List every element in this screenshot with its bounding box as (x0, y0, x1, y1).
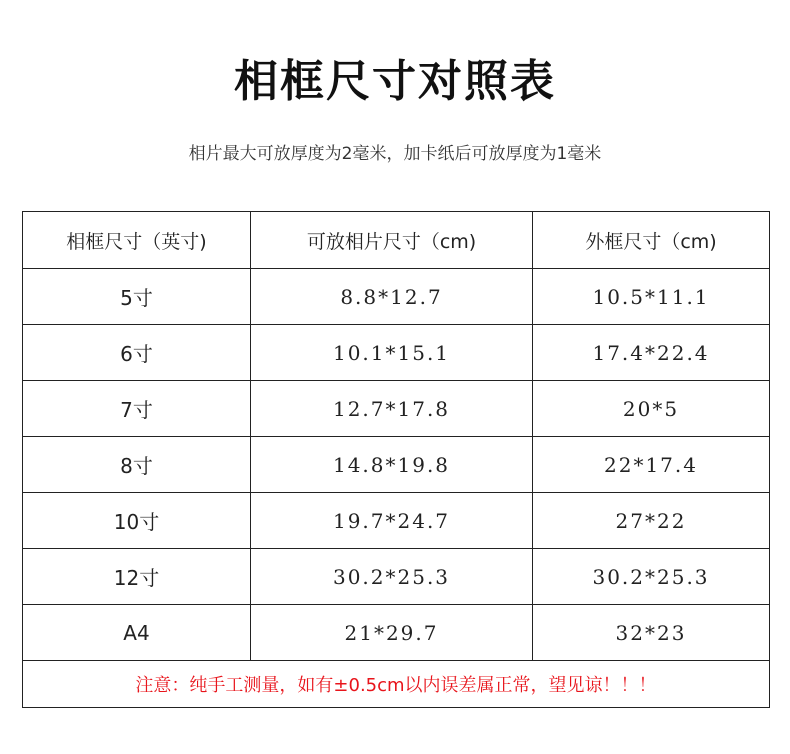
cell-photo-size: 8.8*12.7 (251, 269, 533, 325)
cell-outer-size: 10.5*11.1 (533, 269, 770, 325)
cell-outer-size: 32*23 (533, 605, 770, 661)
header-photo-size: 可放相片尺寸（cm) (251, 212, 533, 269)
cell-photo-size: 14.8*19.8 (251, 437, 533, 493)
table-row (23, 381, 770, 437)
cell-outer-size: 30.2*25.3 (533, 549, 770, 605)
cell-frame-size: 8寸 (23, 437, 251, 493)
table-row (23, 325, 770, 381)
table-row (23, 269, 770, 325)
cell-outer-size: 22*17.4 (533, 437, 770, 493)
cell-frame-size: 5寸 (23, 269, 251, 325)
page-title: 相框尺寸对照表 (234, 56, 556, 107)
cell-frame-size: 6寸 (23, 325, 251, 381)
cell-photo-size: 21*29.7 (251, 605, 533, 661)
cell-photo-size: 19.7*24.7 (251, 493, 533, 549)
cell-outer-size: 17.4*22.4 (533, 325, 770, 381)
cell-photo-size: 30.2*25.3 (251, 549, 533, 605)
cell-frame-size: 12寸 (23, 549, 251, 605)
header-outer-size: 外框尺寸（cm) (533, 212, 770, 269)
page-subtitle: 相片最大可放厚度为2毫米，加卡纸后可放厚度为1毫米 (188, 144, 602, 164)
size-comparison-table (22, 211, 770, 708)
cell-frame-size: 10寸 (23, 493, 251, 549)
measurement-notice: 注意：纯手工测量，如有±0.5cm以内误差属正常，望见谅！！！ (23, 661, 770, 708)
table-row (23, 605, 770, 661)
cell-photo-size: 12.7*17.8 (251, 381, 533, 437)
cell-outer-size: 20*5 (533, 381, 770, 437)
table-header-row (23, 212, 770, 269)
cell-outer-size: 27*22 (533, 493, 770, 549)
cell-frame-size: 7寸 (23, 381, 251, 437)
cell-photo-size: 10.1*15.1 (251, 325, 533, 381)
notice-row (23, 661, 770, 708)
table-row (23, 437, 770, 493)
cell-frame-size: A4 (23, 605, 251, 661)
table-row (23, 549, 770, 605)
header-frame-size: 相框尺寸（英寸) (23, 212, 251, 269)
table-row (23, 493, 770, 549)
